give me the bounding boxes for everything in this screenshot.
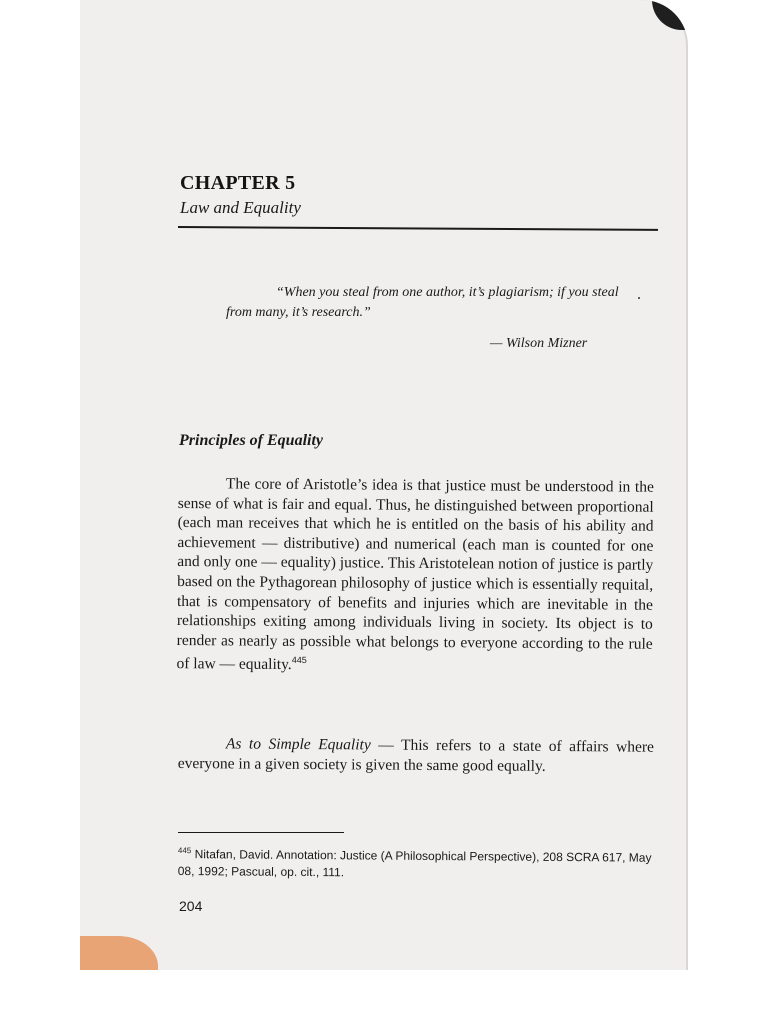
- footnote: [178, 842, 656, 884]
- body-paragraph: [176, 474, 654, 678]
- epigraph-quote: “When you steal from one author, it’s plagiarism; if you steal from many, it’s research.”: [226, 285, 619, 320]
- speck: [638, 297, 640, 299]
- footnote-divider: [178, 832, 344, 833]
- epigraph-attribution: — Wilson Mizner: [490, 336, 588, 351]
- book-page: [80, 0, 688, 970]
- simple-equality-text: — This refers to a state of affairs where everyone in a given society is given the same good equally.: [177, 736, 654, 775]
- page-number: 204: [179, 898, 203, 914]
- thumb-holding-page: [80, 936, 158, 970]
- section-heading: Principles of Equality: [179, 432, 323, 449]
- footnote-text: Nitafan, David. Annotation: Justice (A Philosophical Perspective), 208 SCRA 617, May 08, 1992; Pascual, op. cit., 111.: [177, 847, 652, 880]
- chapter-title: CHAPTER 5: [180, 172, 296, 194]
- footnote-number: 445: [177, 845, 192, 856]
- simple-equality-paragraph: [178, 734, 654, 777]
- chapter-divider: [178, 226, 658, 231]
- footnote-reference: 445: [291, 655, 307, 666]
- page-corner-shadow: [652, 0, 688, 30]
- body-paragraph-text: The core of Aristotle’s idea is that justice must be understood in the sense of what is fair and equal. Thus, he distinguished between proportional (each man receives that which he is entitled on the basis of his ability and achievement — distributive) and numerical (each man is counted for one and only one — equality) justice. This Aristotelean notion of justice is partly based on the Pythagorean philosophy of justice which is essentially requital, that is compensatory of benefits and injuries which are inevitable in the relationships exiting among individuals living in society. Its object is to render as nearly as possible what belongs to everyone according to the rule of law — equality.: [176, 475, 654, 674]
- chapter-subtitle: Law and Equality: [180, 198, 301, 217]
- simple-equality-term: As to Simple Equality: [225, 735, 371, 754]
